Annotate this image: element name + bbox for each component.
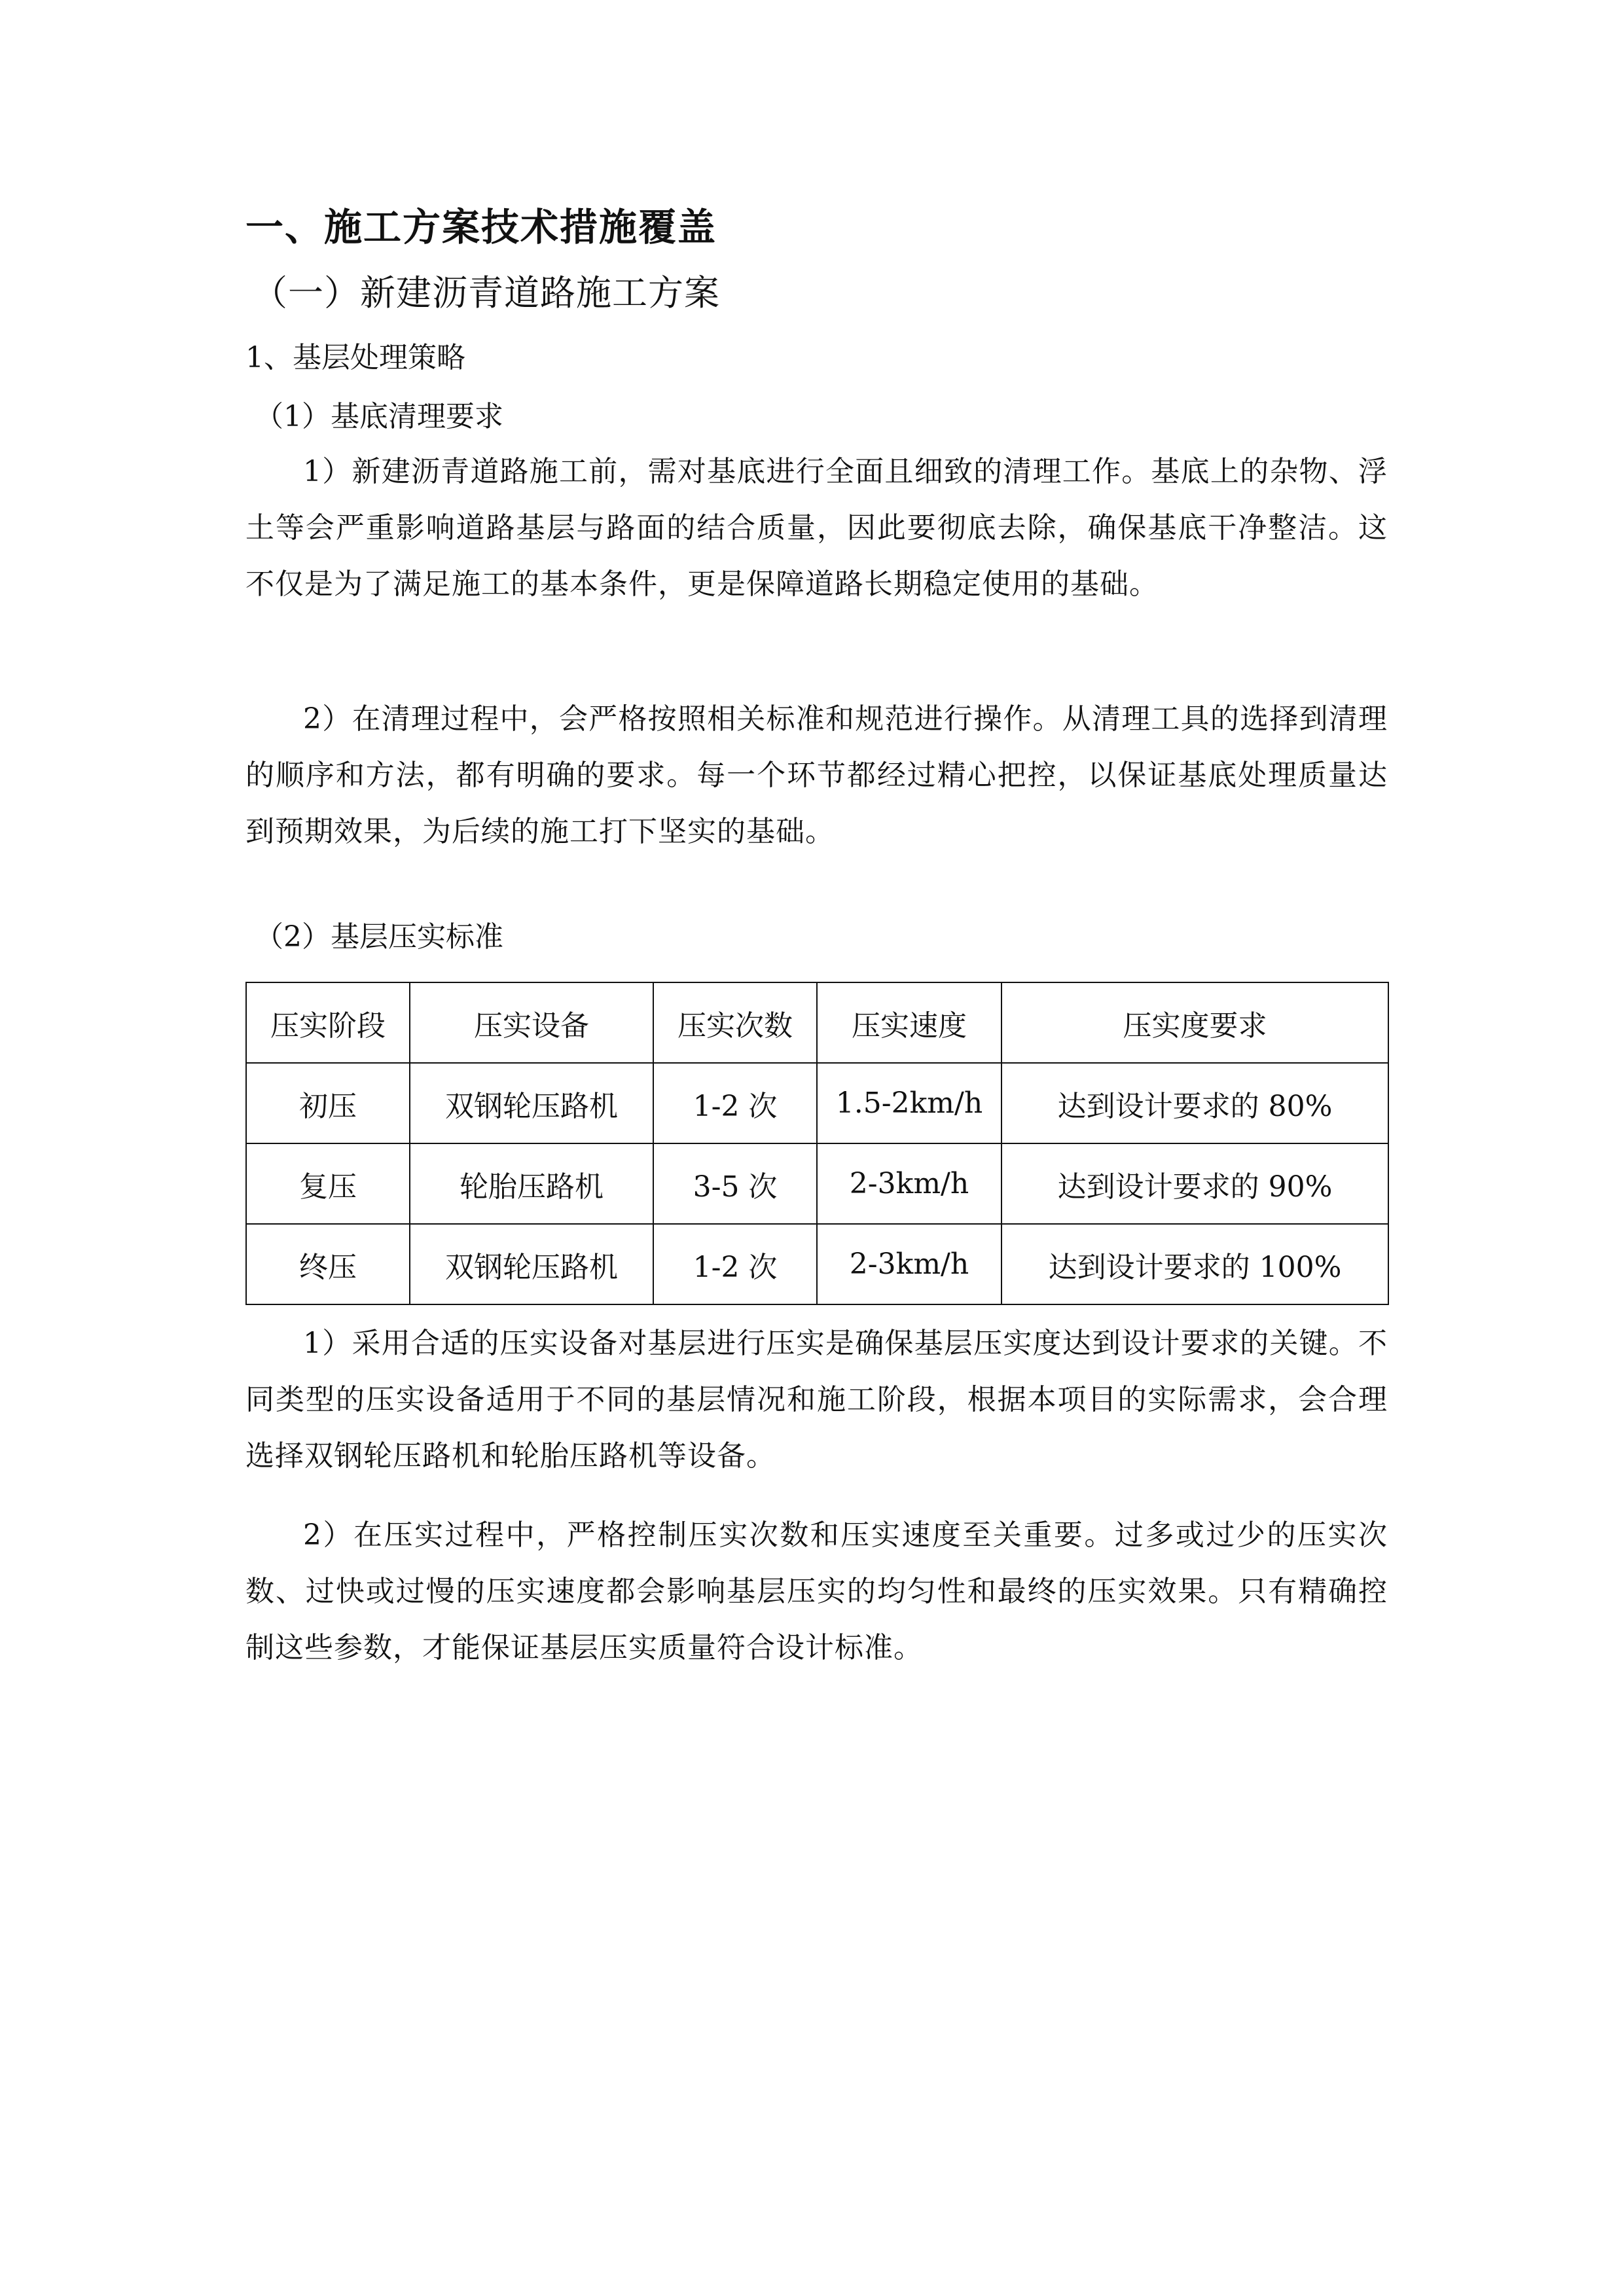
- table-header-cell: 压实度要求: [1001, 982, 1388, 1063]
- table-cell: 轮胎压路机: [410, 1143, 653, 1224]
- table-header-cell: 压实阶段: [246, 982, 410, 1063]
- paragraph-cleaning-2: 2）在清理过程中，会严格按照相关标准和规范进行操作。从清理工具的选择到清理的顺序和方法，都有明确的要求。每一个环节都经过精心把控，以保证基底处理质量达到预期效果，为后续的施工打下坚实的基础。: [245, 702, 1388, 848]
- table-cell: 复压: [246, 1143, 410, 1224]
- table-cell: 1-2 次: [653, 1224, 817, 1304]
- table-cell: 1-2 次: [653, 1063, 817, 1143]
- paragraph-compaction-2: 2）在压实过程中，严格控制压实次数和压实速度至关重要。过多或过少的压实次数、过快或过慢的压实速度都会影响基层压实的均匀性和最终的压实效果。只有精确控制这些参数，才能保证基层压实质量符合设计标准。: [245, 1518, 1388, 1664]
- section-title-compaction-standard: （2）基层压实标准: [255, 920, 503, 954]
- table-cell: 达到设计要求的 90%: [1001, 1143, 1388, 1224]
- table-header-cell: 压实速度: [817, 982, 1001, 1063]
- table-cell: 3-5 次: [653, 1143, 817, 1224]
- table-header-cell: 压实设备: [410, 982, 653, 1063]
- heading-level-3: 1、基层处理策略: [245, 341, 465, 374]
- table-row: [246, 1224, 1388, 1304]
- compaction-table: [245, 982, 1389, 1305]
- paragraph-compaction-1: 1）采用合适的压实设备对基层进行压实是确保基层压实度达到设计要求的关键。不同类型的压实设备适用于不同的基层情况和施工阶段，根据本项目的实际需求，会合理选择双钢轮压路机和轮胎压路机等设备。: [245, 1327, 1388, 1473]
- table-cell: 达到设计要求的 80%: [1001, 1063, 1388, 1143]
- table-cell: 双钢轮压路机: [410, 1224, 653, 1304]
- table-cell: 初压: [246, 1063, 410, 1143]
- table-cell: 1.5-2km/h: [817, 1063, 1001, 1143]
- table-cell: 双钢轮压路机: [410, 1063, 653, 1143]
- paragraph-cleaning-1: 1）新建沥青道路施工前，需对基底进行全面且细致的清理工作。基底上的杂物、浮土等会严重影响道路基层与路面的结合质量，因此要彻底去除，确保基底干净整洁。这不仅是为了满足施工的基本条件，更是保障道路长期稳定使用的基础。: [245, 455, 1388, 601]
- table-header-cell: 压实次数: [653, 982, 817, 1063]
- table-cell: 终压: [246, 1224, 410, 1304]
- table-cell: 2-3km/h: [817, 1224, 1001, 1304]
- heading-level-2: （一）新建沥青道路施工方案: [252, 272, 720, 314]
- section-title-base-cleaning: （1）基底清理要求: [255, 400, 503, 433]
- table-header-row: [246, 982, 1388, 1063]
- table-cell: 2-3km/h: [817, 1143, 1001, 1224]
- table-row: [246, 1143, 1388, 1224]
- heading-level-1: 一、施工方案技术措施覆盖: [245, 205, 717, 249]
- table-row: [246, 1063, 1388, 1143]
- table-cell: 达到设计要求的 100%: [1001, 1224, 1388, 1304]
